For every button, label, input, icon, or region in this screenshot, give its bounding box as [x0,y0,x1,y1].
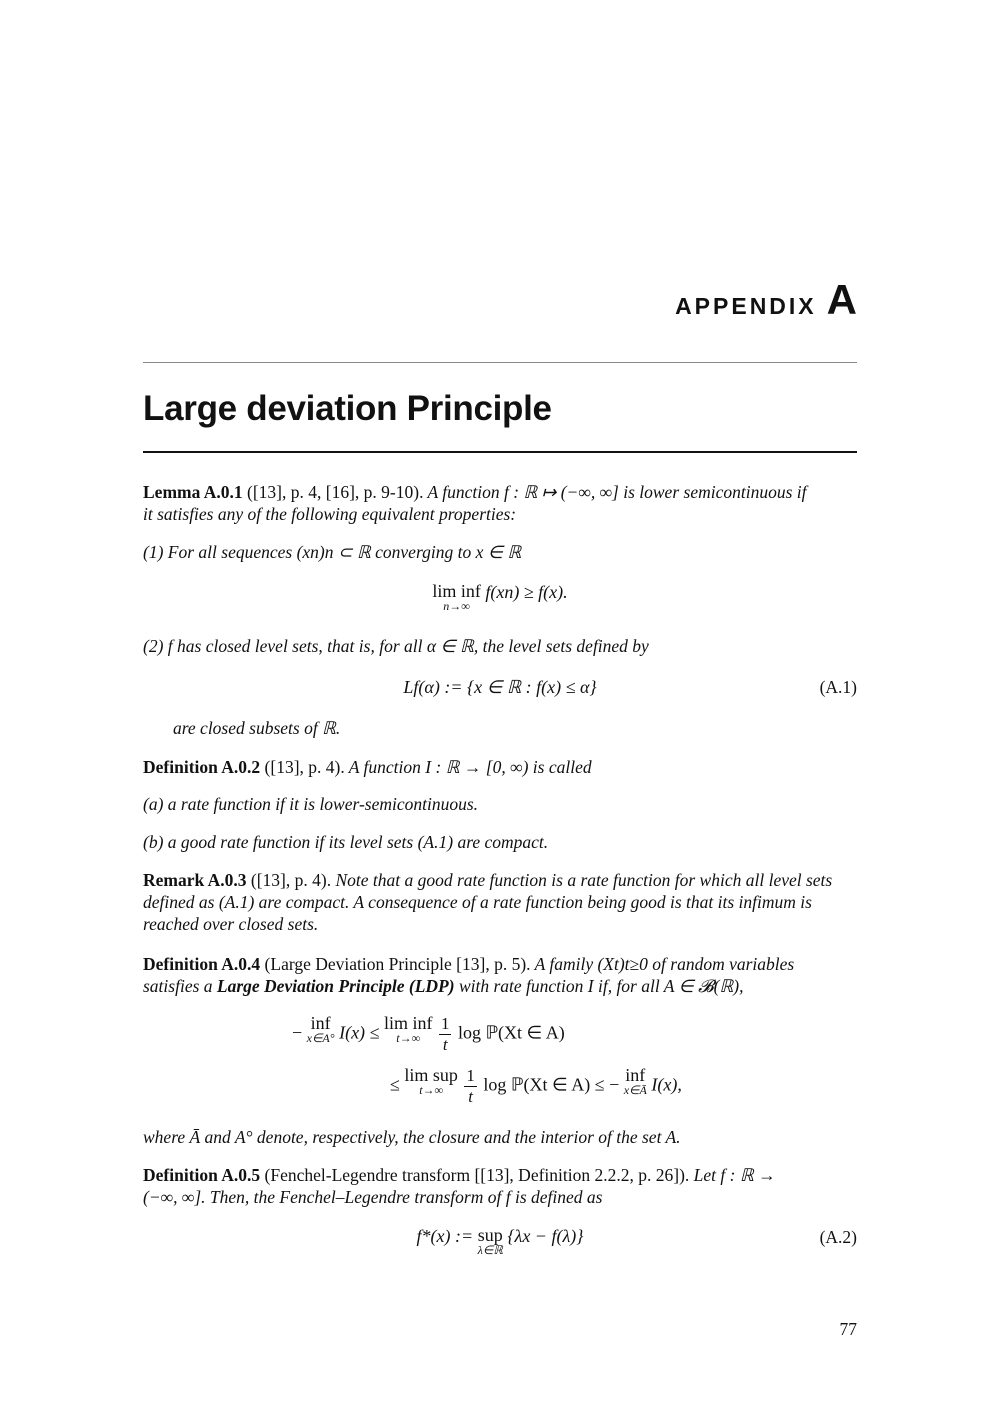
def4-line2-post: with rate function I if, for all A ∈ 𝓑(ℝ), [454,976,744,996]
def5-line2: (−∞, ∞]. Then, the Fenchel–Legendre transform of f is defined as [143,1187,603,1207]
fenchel-sup-under: λ∈ℝ [477,1243,503,1257]
lemma-item-2-end: are closed subsets of ℝ. [173,718,341,738]
eq1-limit: n→∞ [443,599,470,613]
ldp-inequality-row-2 [390,1066,682,1107]
def2-label: Definition A.0.2 [143,757,261,777]
def4-line2-pre: satisfies a [143,976,217,996]
def2-text: A function I : ℝ → [0, ∞) is called [344,757,592,777]
row2-inf: inf [625,1065,646,1085]
row1-mid: I(x) ≤ [339,1022,380,1043]
ldp-term: Large Deviation Principle (LDP) [216,976,455,996]
equation-number-a1: (A.1) [819,677,857,697]
def4-cite: (Large Deviation Principle [13], p. 5). [260,954,531,974]
row2-lim: lim sup [404,1065,458,1085]
lemma-line1: A function f : ℝ ↦ (−∞, ∞] is lower semicontinuous if [423,482,807,502]
fenchel-rhs: {λx − f(λ)} [507,1226,584,1246]
remark-label: Remark A.0.3 [143,870,247,890]
row2-end: I(x), [651,1074,682,1095]
chapter-label [675,276,857,324]
row1-minus: − [292,1022,303,1043]
row1-inf: inf [310,1013,331,1033]
remark-cite: ([13], p. 4). [246,870,332,890]
row1-lim-under: t→∞ [396,1031,421,1045]
def2-cite: ([13], p. 4). [260,757,345,777]
def4-line1: A family (Xt)t≥0 of random variables [530,954,795,974]
def5-line1: Let f : ℝ → [689,1165,776,1185]
def4-after: where Ā and A° denote, respectively, the closure and the interior of the set A. [143,1127,681,1147]
equation-fenchel [143,1226,857,1257]
fenchel-sup: sup [477,1225,503,1245]
def5-label: Definition A.0.5 [143,1165,261,1185]
def4-label: Definition A.0.4 [143,954,261,974]
top-rule [143,362,857,363]
row2-lim-under: t→∞ [419,1083,444,1097]
remark-block [143,869,857,935]
fenchel-lhs: f*(x) := [416,1226,474,1246]
lemma-label: Lemma A.0.1 [143,482,243,502]
chapter-title: Large deviation Principle [143,389,552,428]
row2-mid: log ℙ(Xt ∈ A) ≤ − [483,1074,620,1095]
def5-cite: (Fenchel-Legendre transform [[13], Definition 2.2.2, p. 26]). [260,1165,690,1185]
row1-inf-under: x∈A° [306,1031,335,1045]
equation-level-set: Lf(α) := {x ∈ ℝ : f(x) ≤ α} [403,677,597,697]
title-rule [143,451,857,453]
equation-liminf [143,582,857,613]
row2-frac-num: 1 [466,1066,475,1085]
lemma-block [143,481,857,525]
definition-2 [143,756,857,778]
chapter-letter: A [826,276,857,323]
page-number: 77 [839,1319,857,1339]
row1-lim: lim inf [383,1013,433,1033]
eq1-rhs: f(xn) ≥ f(x). [485,582,568,602]
ldp-inequality-row-1 [292,1014,565,1055]
remark-line1: Note that a good rate function is a rate function for which all level sets [331,870,833,890]
lemma-item-2: (2) f has closed level sets, that is, for all α ∈ ℝ, the level sets defined by [143,636,649,656]
row2-le: ≤ [390,1074,400,1095]
definition-4 [143,953,857,997]
lemma-item-1: (1) For all sequences (xn)n ⊂ ℝ converging to x ∈ ℝ [143,542,522,562]
lemma-cite: ([13], p. 4, [16], p. 9-10). [242,482,424,502]
chapter-word: APPENDIX [675,293,817,319]
def2-item-b: (b) a good rate function if its level sets (A.1) are compact. [143,832,549,852]
row1-frac-den: t [442,1035,448,1054]
row2-inf-under: x∈Ā [623,1083,647,1097]
remark-line2: defined as (A.1) are compact. A consequence of a rate function being good is that its infimum is [143,892,812,912]
row1-end: log ℙ(Xt ∈ A) [457,1022,565,1043]
row2-frac-den: t [468,1087,474,1106]
lemma-line2: it satisfies any of the following equivalent properties: [143,504,517,524]
row1-frac-num: 1 [440,1014,450,1033]
definition-5 [143,1164,857,1208]
def2-item-a: (a) a rate function if it is lower-semicontinuous. [143,794,479,814]
remark-line3: reached over closed sets. [143,914,319,934]
eq1-operator: lim inf [432,581,481,601]
equation-number-a2: (A.2) [819,1227,857,1247]
